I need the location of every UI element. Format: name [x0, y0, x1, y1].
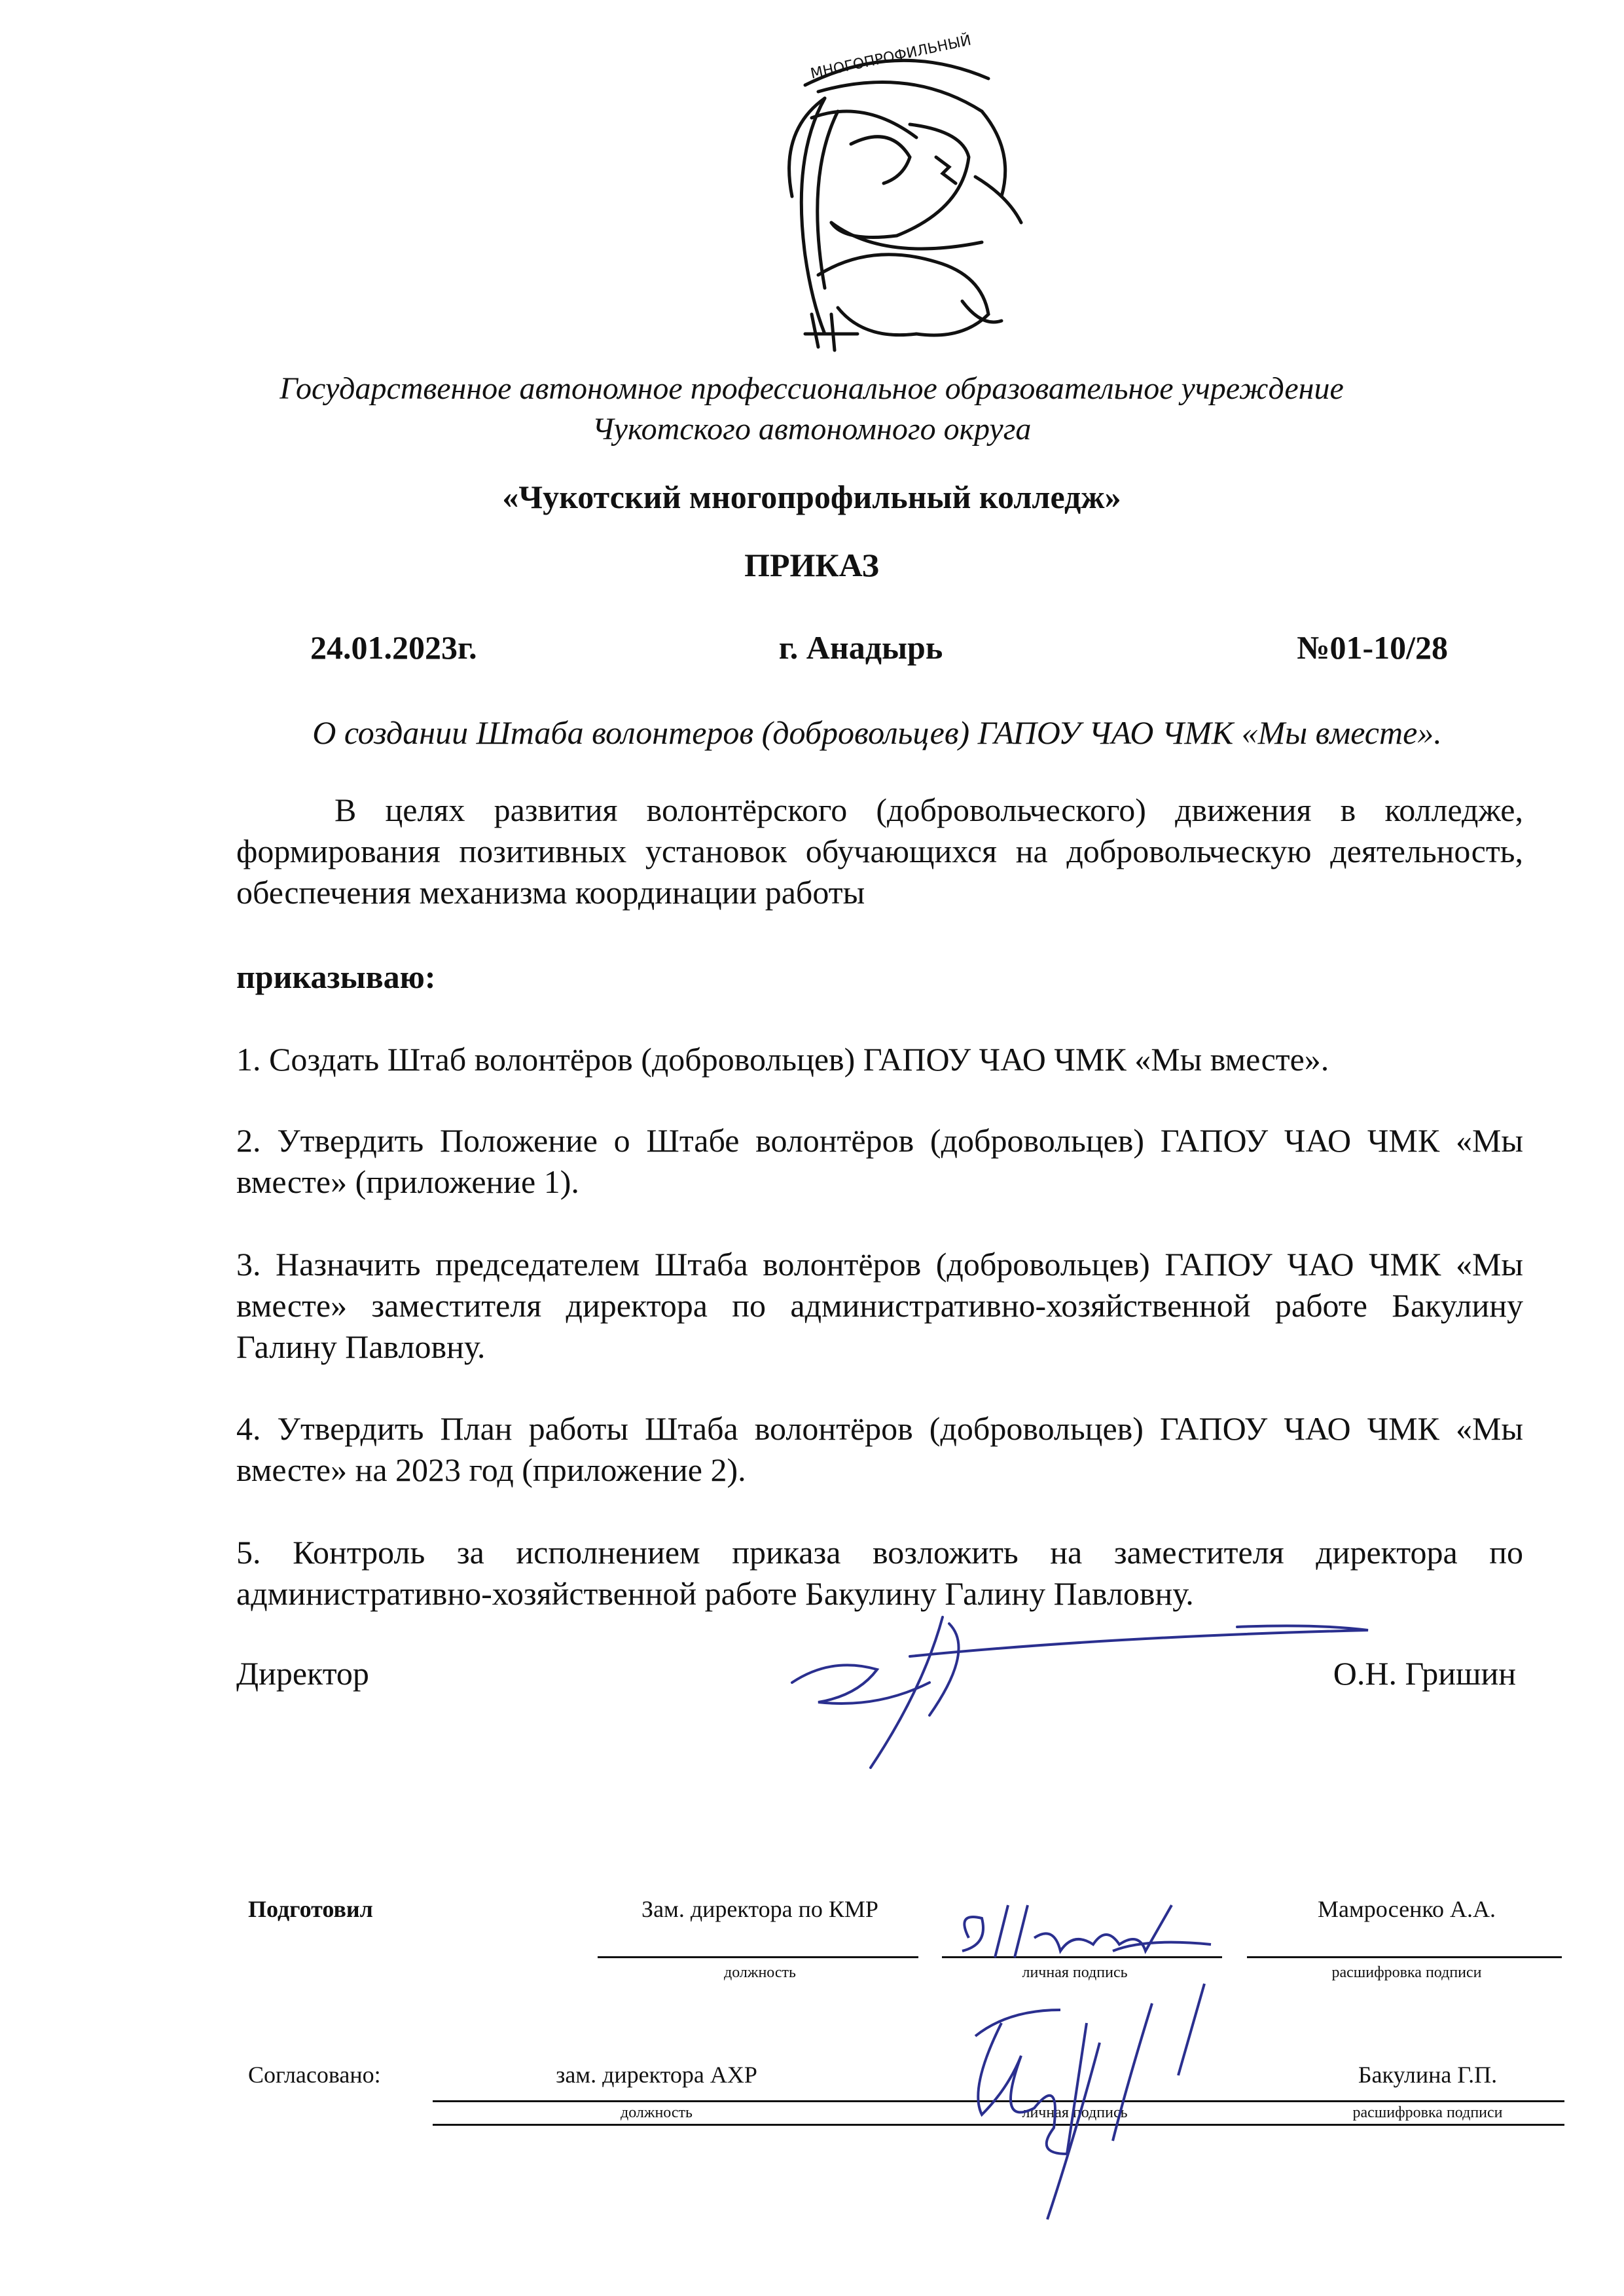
order-subject: О создании Штаба волонтеров (добровольцев) ГАПОУ ЧАО ЧМК «Мы вместе».	[312, 714, 1442, 751]
order-word: приказываю:	[236, 958, 436, 995]
org-name-line1: Государственное автономное профессиональное образовательное учреждение	[280, 371, 1344, 406]
order-item: 1. Создать Штаб волонтёров (добровольцев) ГАПОУ ЧАО ЧМК «Мы вместе».	[236, 1041, 1329, 1078]
agreed-label: Согласовано:	[248, 2062, 381, 2088]
order-city: г. Анадырь	[778, 629, 943, 666]
agreed-position: зам. директора АХР	[556, 2062, 757, 2088]
order-item: 5. Контроль за исполнением приказа возложить на заместителя директора по административно-хозяйственной работе Бакулину Галину Павловну.	[236, 1534, 1523, 1612]
order-date: 24.01.2023г.	[310, 629, 477, 666]
divider	[1247, 1956, 1562, 1958]
caption-signature: личная подпись	[1022, 1964, 1128, 1981]
divider	[598, 1956, 918, 1958]
document-type: ПРИКАЗ	[744, 547, 879, 583]
prepared-name: Мамросенко А.А.	[1318, 1896, 1496, 1922]
preamble: В целях развития волонтёрского (добровольческого) движения в колледже, формирования позитивных установок обучающихся на добровольческую деятельность, обеспечения механизма координации работы	[236, 792, 1523, 911]
college-logo	[766, 26, 1041, 360]
caption-position: должность	[724, 1964, 796, 1981]
order-number: №01-10/28	[1297, 629, 1448, 666]
director-signature	[779, 1597, 1388, 1774]
agreed-signature	[956, 1958, 1263, 2232]
caption-position: должность	[621, 2104, 693, 2121]
prepared-label: Подготовил	[248, 1896, 373, 1922]
order-item: 2. Утвердить Положение о Штабе волонтёров (добровольцев) ГАПОУ ЧАО ЧМК «Мы вместе» (приложение 1).	[236, 1122, 1523, 1200]
order-item: 3. Назначить председателем Штаба волонтёров (добровольцев) ГАПОУ ЧАО ЧМК «Мы вместе» заместителя директора по административно-хозяйственной работе Бакулину Галину Павловну.	[236, 1246, 1523, 1365]
caption-name: расшифровка подписи	[1352, 2104, 1503, 2121]
org-name-line2: Чукотского автономного округа	[592, 412, 1032, 446]
caption-name: расшифровка подписи	[1331, 1964, 1482, 1981]
caption-signature: личная подпись	[1022, 2104, 1128, 2121]
order-item: 4. Утвердить План работы Штаба волонтёров (добровольцев) ГАПОУ ЧАО ЧМК «Мы вместе» на 2023 год (приложение 2).	[236, 1410, 1523, 1488]
logo-text: МНОГОПРОФИЛЬНЫЙ	[809, 32, 973, 82]
prepared-position: Зам. директора по КМР	[641, 1896, 878, 1922]
agreed-name: Бакулина Г.П.	[1358, 2062, 1498, 2088]
signatory-name: О.Н. Гришин	[1333, 1655, 1516, 1692]
signatory-title: Директор	[236, 1655, 369, 1692]
college-name: «Чукотский многопрофильный колледж»	[502, 479, 1121, 515]
